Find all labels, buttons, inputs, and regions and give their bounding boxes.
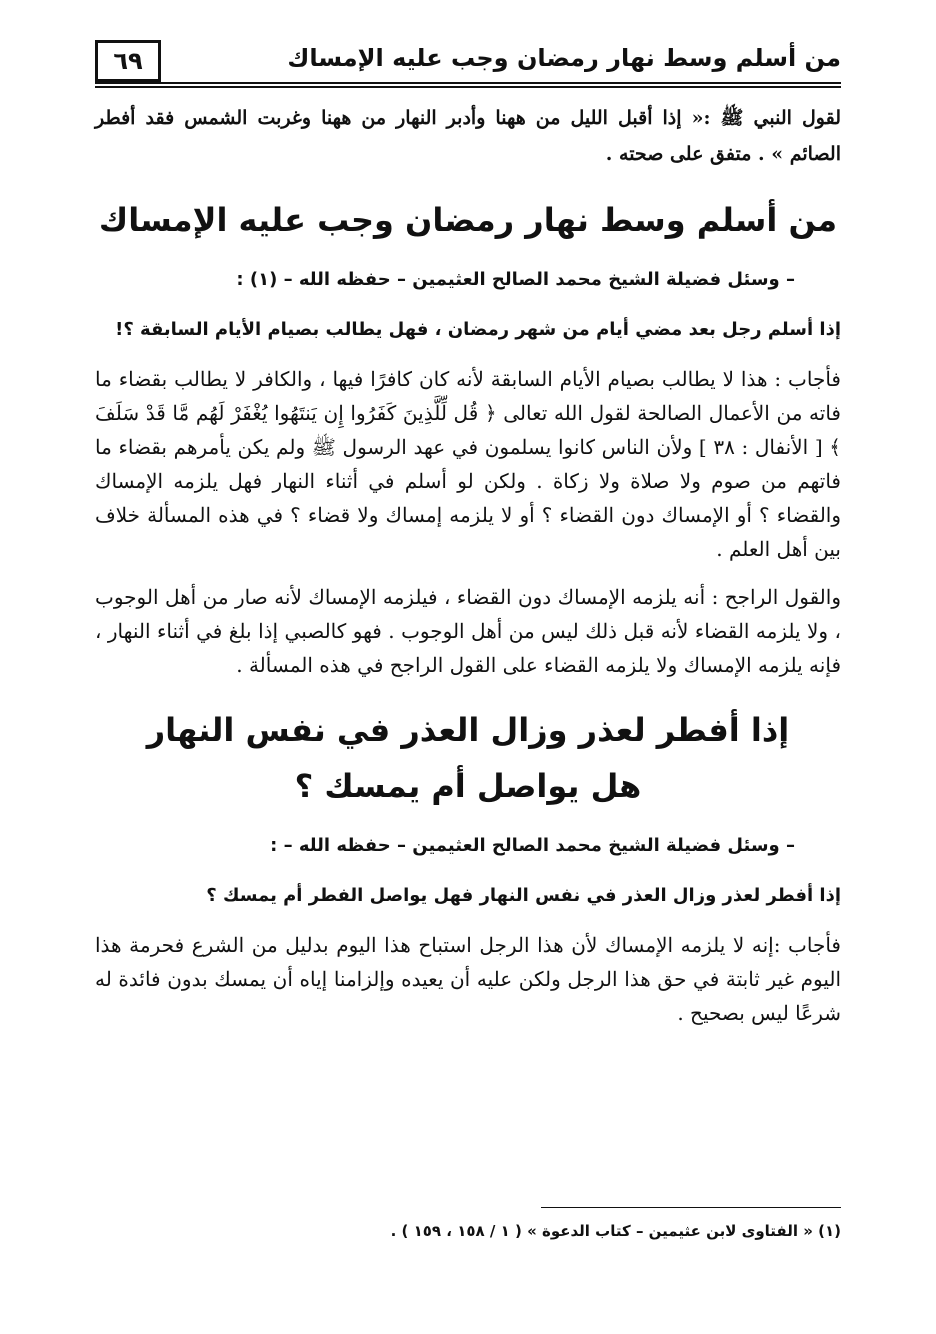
answer-1: فأجاب : هذا لا يطالب بصيام الأيام السابقة لأنه كان كافرًا فيها ، والكافر لا يطالب بقضاء ما فاته من الأعمال الصالحة لقول الله تعالى ﴿ قُل لِّلَّذِينَ كَفَرُوا إِن يَنتَهُوا يُغْفَرْ لَهُم مَّا قَدْ سَلَفَ ﴾ [ الأنفال : ٣٨ ] ولأن الناس كانوا يسلمون في عهد الرسول ﷺ ولم يكن يأمرهم بقضاء ما فاتهم من صوم ولا صلاة ولا زكاة . ولكن لو أسلم في أثناء النهار فهل يلزمه الإمساك والقضاء ؟ أو الإمساك دون القضاء ؟ أو لا يلزمه إمساك ولا قضاء ؟ في هذه المسألة خلاف بين أهل العلم . xyxy=(95,367,841,561)
footnote: (١) « الفتاوى لابن عثيمين – كتاب الدعوة » ( ١ / ١٥٨ ، ١٥٩ ) . xyxy=(390,1222,841,1240)
question-1: إذا أسلم رجل بعد مضي أيام من شهر رمضان ، فهل يطالب بصيام الأيام السابقة ؟! xyxy=(115,319,841,340)
page-content xyxy=(95,100,841,1030)
section-heading-2-line-2: هل يواصل أم يمسك ؟ xyxy=(294,767,642,805)
asked-line-2: – وسئل فضيلة الشيخ محمد الصالح العثيمين – حفظه الله – : xyxy=(270,835,795,856)
footnote-rule xyxy=(541,1207,841,1208)
intro-paragraph: لقول النبي ﷺ :« إذا أقبل الليل من ههنا وأدبر النهار من ههنا وغربت الشمس فقد أفطر الصائم » . متفق على صحته . xyxy=(95,107,841,165)
section-heading-1: من أسلم وسط نهار رمضان وجب عليه الإمساك xyxy=(98,201,838,239)
header-rule xyxy=(95,82,841,88)
section-heading-2-line-1: إذا أفطر لعذر وزال العذر في نفس النهار xyxy=(146,711,790,749)
question-2: إذا أفطر لعذر وزال العذر في نفس النهار فهل يواصل الفطر أم يمسك ؟ xyxy=(206,885,841,906)
asked-line-1: – وسئل فضيلة الشيخ محمد الصالح العثيمين – حفظه الله – (١) : xyxy=(236,269,795,290)
answer-2: فأجاب :إنه لا يلزمه الإمساك لأن هذا الرجل استباح هذا اليوم بدليل من الشرع فحرمة هذا اليوم غير ثابتة في حق هذا الرجل ولكن عليه أن يعيده وإلزامنا إياه أن يمسك بدون فائدة له شرعًا ليس بصحيح . xyxy=(95,933,842,1025)
page-number: ٦٩ xyxy=(95,40,161,82)
conclusion-1: والقول الراجح : أنه يلزمه الإمساك دون القضاء ، فيلزمه الإمساك لأنه صار من أهل الوجوب ، ولا يلزمه القضاء لأنه قبل ذلك ليس من أهل الوجوب . فهو كالصبي إذا بلغ في أثناء النهار ، فإنه يلزمه الإمساك ولا يلزمه القضاء على القول الراجح في هذه المسألة . xyxy=(95,585,841,677)
running-title: من أسلم وسط نهار رمضان وجب عليه الإمساك xyxy=(287,44,841,72)
page-header xyxy=(95,40,841,88)
